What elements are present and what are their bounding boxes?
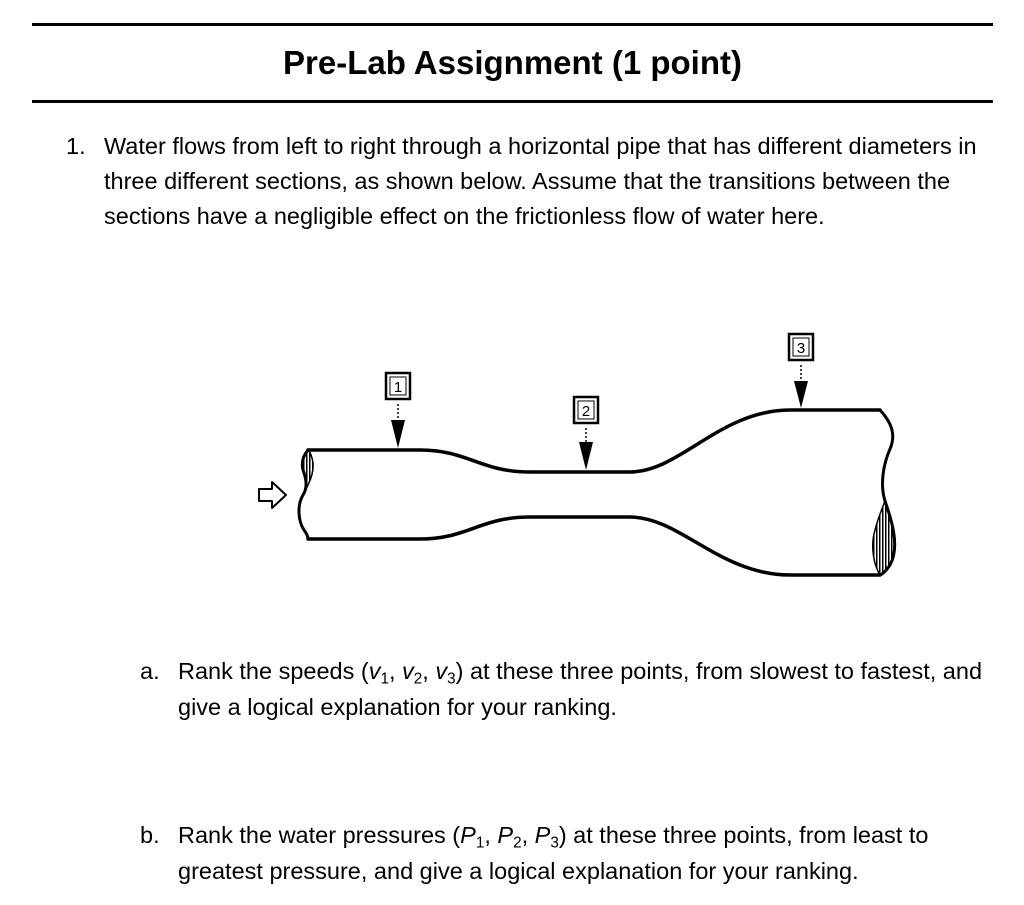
part-a-text: Rank the speeds ($v_1$, $v_2$, $v_3$) at these three points, from slowest to fastest, and give a logical explanation for your ranking.	[178, 658, 983, 720]
point-2-marker	[574, 397, 598, 470]
question-number: 1.	[66, 133, 86, 159]
flow-arrow-icon	[259, 482, 286, 508]
point-1-marker	[386, 373, 410, 448]
page-title: Pre-Lab Assignment (1 point)	[283, 44, 742, 81]
left-cut-hatch	[302, 450, 313, 495]
point-3-marker	[789, 334, 813, 408]
part-a-letter: a.	[140, 658, 160, 684]
pipe-outline	[299, 410, 895, 575]
point-2-label: 2	[581, 403, 591, 420]
bottom-rule	[32, 100, 993, 103]
right-cut-hatch	[873, 501, 895, 575]
question-text: Water flows from left to right through a horizontal pipe that has different diameters in three different sections, as shown below. Assume that the transitions between the sections have a negligible effect on the frictionless flow of water here.	[104, 133, 977, 229]
part-b-text: Rank the water pressures ($P_1$, $P_2$, $P_3$) at these three points, from least to greatest pressure, and give a logical explanation for your ranking.	[178, 822, 929, 884]
part-b-letter: b.	[140, 822, 160, 848]
top-rule	[32, 23, 993, 26]
pipe-figure	[240, 325, 920, 595]
point-1-label: 1	[393, 379, 403, 396]
point-3-label: 3	[796, 340, 806, 357]
